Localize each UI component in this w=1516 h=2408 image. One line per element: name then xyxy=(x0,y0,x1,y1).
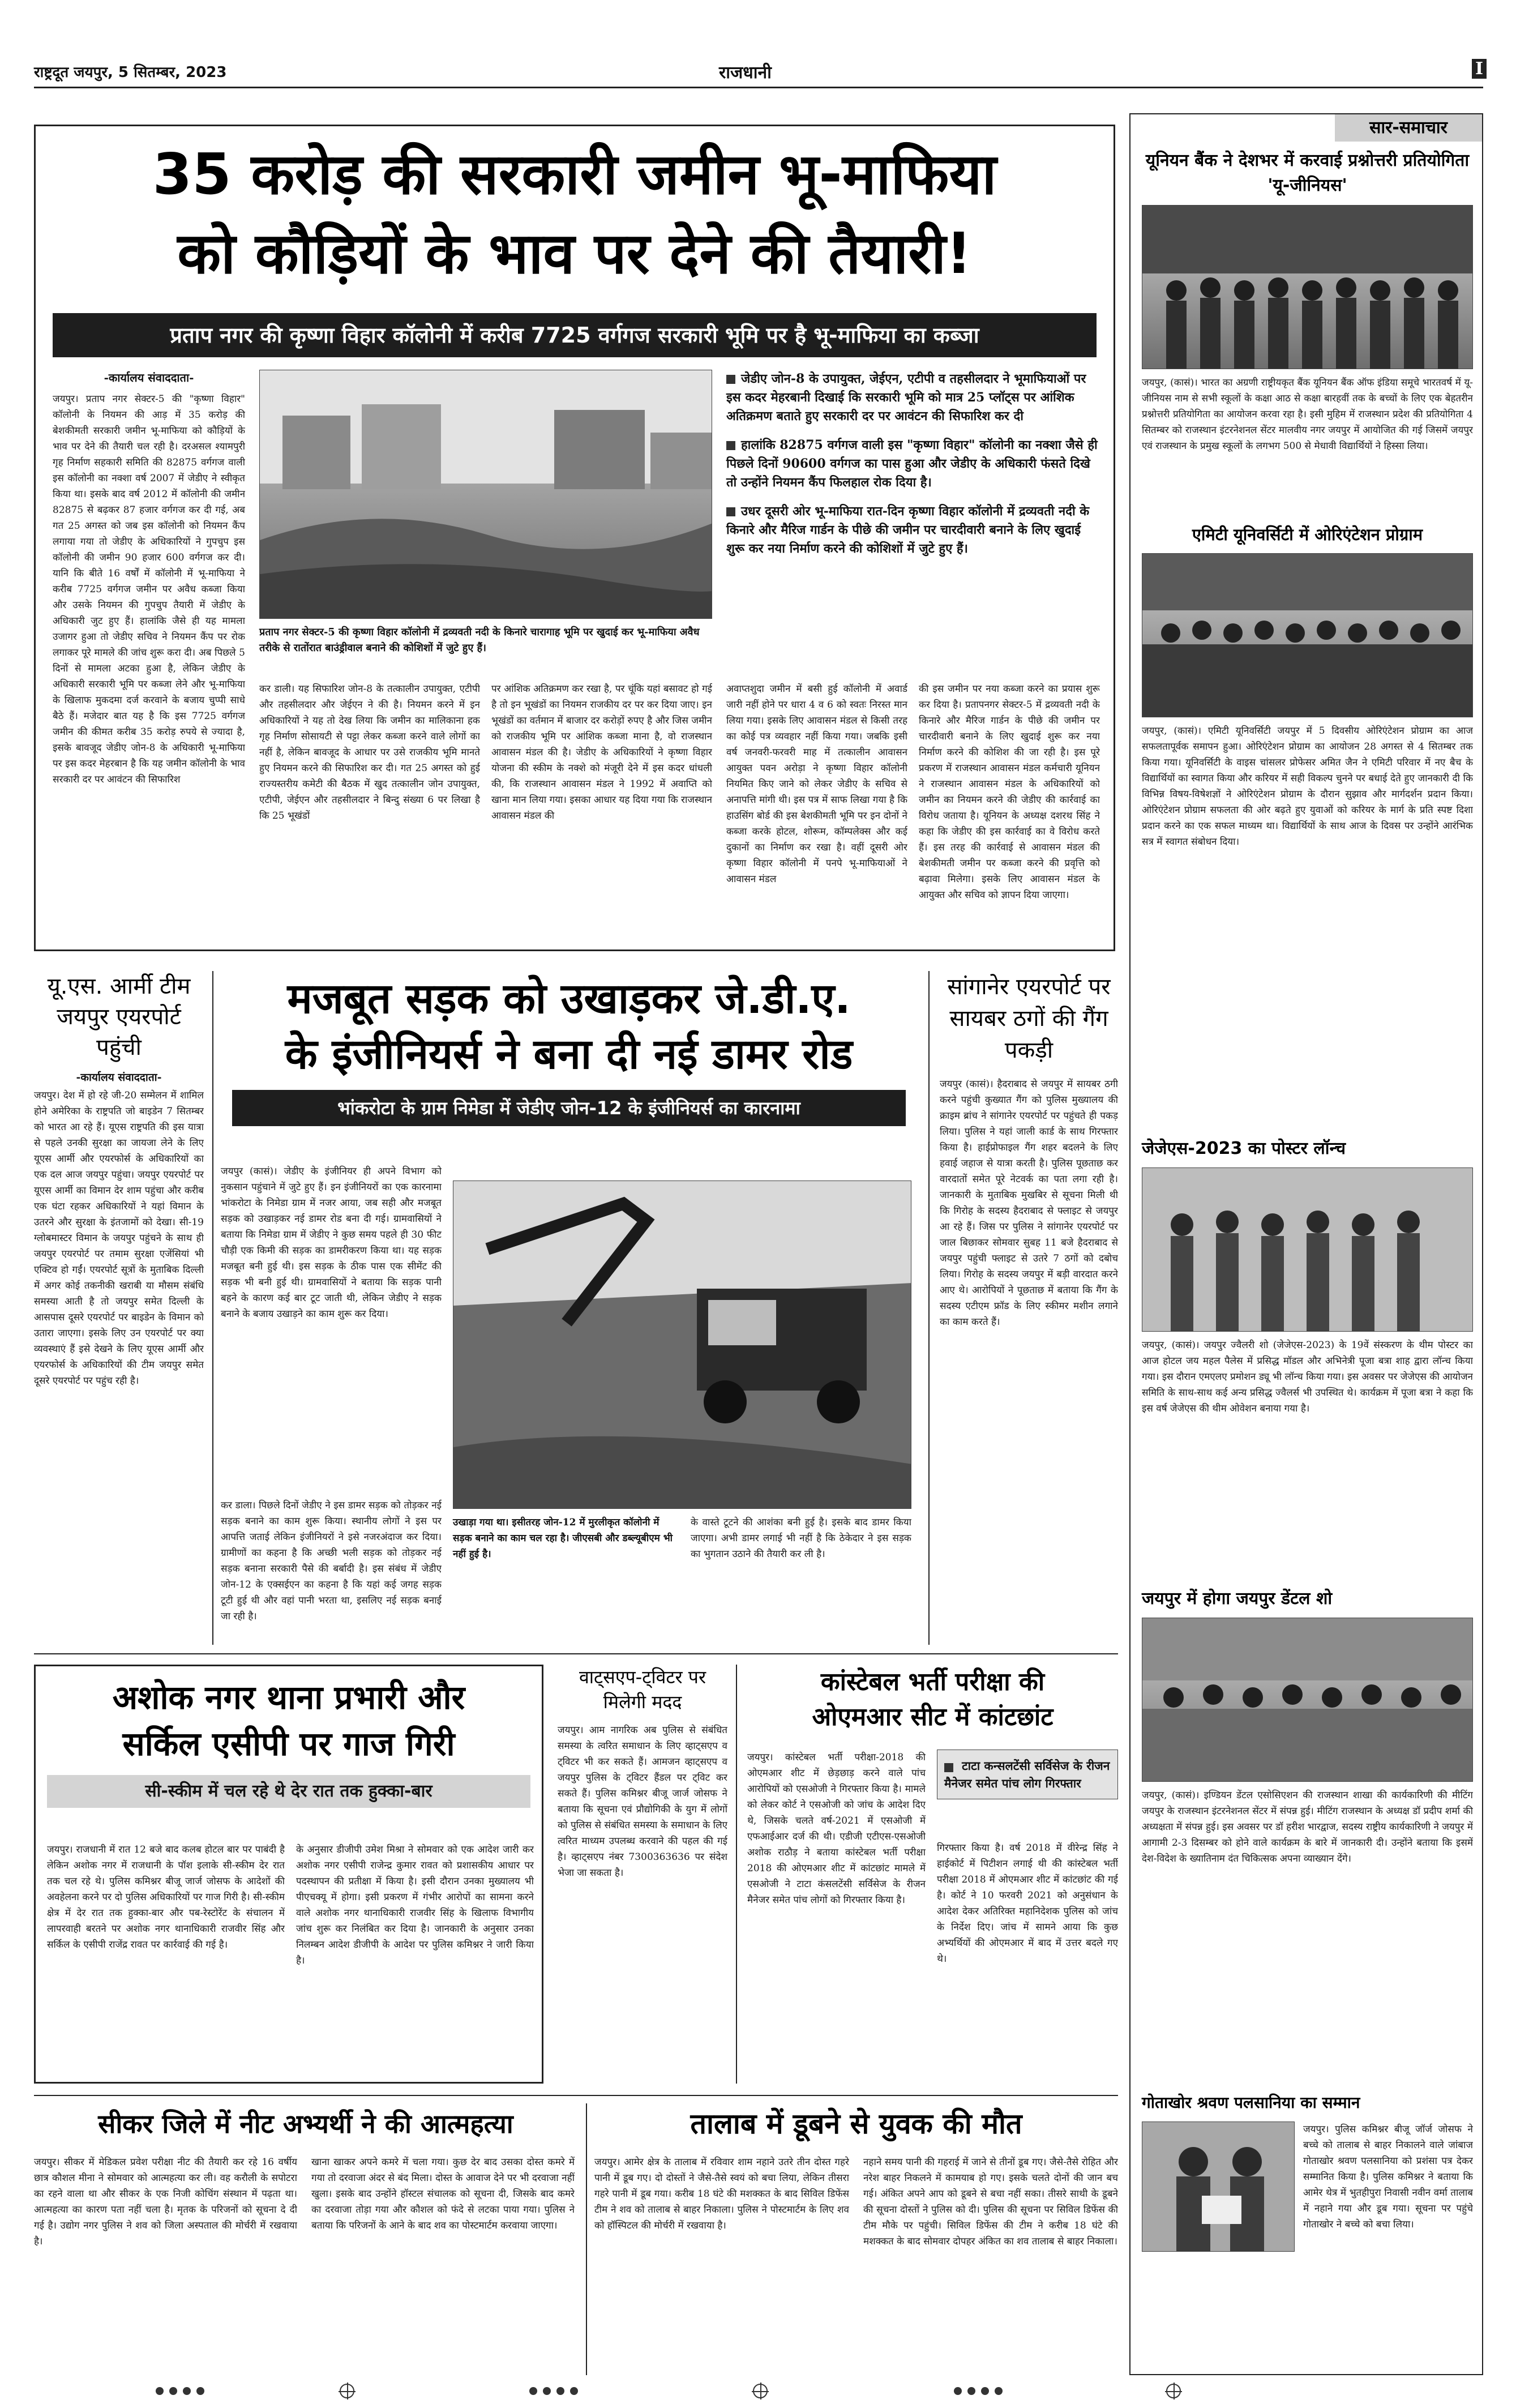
road-photo-svg xyxy=(453,1181,911,1509)
pond-headline: तालाब में डूबने से युवक की मौत xyxy=(690,2107,1022,2140)
lead-col-2: कर डाली। यह सिफारिश जोन-8 के तत्कालीन उपायुक्त, एटीपी और तहसीलदार और जेईएन ने की है। नियमन करने में इन अधिकारियों ने यह तो देख लिया कि जमीन का मालिकाना हक गृह निर्माण सोसायटी से पट्टा लेकर कब्जा करने वाले लोगों का नहीं है, लेकिन बावजूद के आधार पर उसे राजकीय भूमि मानते हुए नियमन करने की सिफारिश कर दी। गत 25 अगस्त को हुई राज्यस्तरीय कमेटी की बैठक में खुद तत्कालीन जोन उपायुक्त, एटीपी, जेईएन और तहसीलदार ने बिन्दु संख्या 6 पर लिखा है कि 25 भूखंडों xyxy=(259,683,480,822)
registration-mark-icon xyxy=(340,2384,354,2401)
lead-bullet-3: उधर दूसरी ओर भू-माफिया रात-दिन कृष्णा विहार कॉलोनी में द्रव्यवती नदी के किनारे और मैरिज गार्डन के पीछे की जमीन पर चारदीवारी बनाने के लिए खुदाई शुरू कर नया निर्माण करने की कोशिशों में जुटे हुए हैं। xyxy=(726,504,1090,556)
constable-col-1: जयपुर। कांस्टेबल भर्ती परीक्षा-2018 की ओएमआर शीट में छेड़छाड़ करने वाले पांच आरोपियों को एसओजी ने गिरफ्तार किया है। मामले को लेकर कोर्ट ने एसओजी को जांच के आदेश दिए थे, जिसके चलते वर्ष-2021 में एसओजी में एफआईआर दर्ज की थी। एडीजी एटीएस-एसओजी अशोक राठौड़ ने बताया कांस्टेबल भर्ती परीक्षा 2018 की ओएमआर शीट में कांटछांट मामले में एसओजी ने टाटा कंसलटेंसी सर्विसेज के रीजन मैनेजर समेत पांच लोगों को गिरफ्तार किया है। xyxy=(747,1752,926,1906)
ashok-col-2: के अनुसार डीजीपी उमेश मिश्रा ने सोमवार को एक आदेश जारी कर अशोक नगर एसीपी राजेन्द्र कुमार रावत को प्रशासकीय आधार पर पदस्थापन की प्रतीक्षा में किया है। इसी दौरान उनका मुख्यालय भी पीएचक्यू में होगा। इसी प्रकरण में गंभीर आरोपों का सामना करने वाले अशोक नगर थानाधिकारी राजवीर सिंह के खिलाफ विभागीय जांच शुरू कर निलंबित कर दिया है। जानकारी के अनुसार उनका निलम्बन आदेश डीजीपी के आदेश पर पुलिस कमिश्नर ने जारी किया है। xyxy=(296,1844,534,1966)
divider-neet xyxy=(586,2103,587,2375)
ashok-story xyxy=(34,1665,543,2084)
whatsapp-body: जयपुर। आम नागरिक अब पुलिस से संबंधित समस्या के त्वरित समाधान के लिए व्हाट्सएप व ट्विटर भी कर सकते हैं। आमजन व्हाट्सएप व जयपुर पुलिस के ट्विटर हैंडल पर ट्विट कर सकते हैं। पुलिस कमिश्नर बीजू जार्ज जोसफ ने बताया कि सूचना एवं प्रौद्योगिकी के युग में लोगों को पुलिस से संबंधित समस्या के समाधान के लिए त्वरित माध्यम उपलब्ध करवाने की पहल की गई है। व्हाट्सएप नंबर 7300363636 पर संदेश भेजा जा सकता है। xyxy=(558,1725,727,1879)
lead-col-4: अवाप्तशुदा जमीन में बसी हुई कॉलोनी में अवार्ड जारी नहीं होने पर धारा 4 व 6 को स्वतः निरस्त मान लिया गया। इसके लिए आवासन मंडल से किसी तरह का कोई पत्र व्यवहार नहीं किया गया। जबकि इसी वर्ष जनवरी-फरवरी माह में तत्कालीन आवासन आयुक्त पवन अरोड़ा ने कृष्णा विहार कॉलोनी नियमित किए जाने को लेकर जेडीए के सचिव से अनापत्ति मांगी थी। इस पत्र में साफ लिखा गया है कि हाउसिंग बोर्ड की इस बेशकीमती भूमि पर इन दोनों ने कब्जा करके होटल, शोरूम, कॉम्पलेक्स और कई दुकानों का निर्माण कर रखा है। वहीं दूसरी ओर कृष्णा विहार कॉलोनी में पनपे भू-माफियाओं ने आवासन मंडल xyxy=(726,683,907,885)
divider-mid xyxy=(34,1653,1118,1654)
lead-headline-1: 35 करोड़ की सरकारी जमीन भू-माफिया xyxy=(152,141,997,207)
cyber-story xyxy=(940,971,1118,1645)
sidebar xyxy=(1129,113,1483,2375)
section-name: राजधानी xyxy=(719,63,772,83)
army-body: जयपुर। देश में हो रहे जी-20 सम्मेलन में शामिल होने अमेरिका के राष्ट्रपति जो बाइडेन 7 सितम्बर को भारत आ रहे हैं। यूएस राष्ट्रपति की इस यात्रा से पहले उनकी सुरक्षा का जायजा लेने के लिए यूएस आर्मी और एयरफोर्स के अधिकारियों का एक दल आज जयपुर पहुंचा। जयपुर एयरपोर्ट पर यूएस आर्मी का विमान देर शाम पहुंचा और करीब एक घंटा रहकर अधिकारियों ने यहां विमान के उतरने और सुरक्षा के इंतजामों को देखा। सी-19 ग्लोबमास्टर विमान के जयपुर पहुंचने के साथ ही जयपुर एयरपोर्ट पर तमाम सुरक्षा एजेंसियां भी एक्टिव हो गईं। एयरपोर्ट सूत्रों के मुताबिक दिल्ली में अगर कोई तकनीकी खराबी या मौसम संबंधि समस्या आती है तो जयपुर समेत दिल्ली के आसपास दूसरे एयरपोर्ट पर बाइडेन के विमान को उतारा जाएगा। इसके लिए उन एयरपोर्ट पर क्या व्यवस्थाएं हैं इसे देखने के लिए यूएस आर्मी और एयरफोर्स के अधिकारियों की टीम जयपुर समेत दूसरे एयरपोर्ट पर पहुंच रही है। xyxy=(34,1090,204,1387)
registration-mark-icon xyxy=(753,2384,768,2401)
lead-col-1: जयपुर। प्रताप नगर सेक्टर-5 की "कृष्णा विहार" कॉलोनी के नियमन की आड़ में 35 करोड़ की बेशकीमती सरकारी जमीन भू-माफिया को कौड़ियों के भाव पर देने की तैयारी चल रही है। दरअसल श्यामपुरी गृह निर्माण सहकारी समिति की 82875 वर्गगज वाली इस कॉलोनी का नक्शा वर्ष 2007 में जेडीए ने स्वीकृत किया था। इसके बाद वर्ष 2012 में कॉलोनी की जमीन 82875 से बढ़कर 87 हजार वर्गगज कर दी गई, अब गत 25 अगस्त को जब इस कॉलोनी को नियमन कैंप लगाया गया तो जेडीए के अधिकारियों ने गुपचुप इस कॉलोनी की जमीन 90 हजार 600 वर्गगज कर दी। यानि कि बीते 16 वर्षों में कॉलोनी में भू-माफिया ने करीब 7725 वर्गगज जमीन पर अवैध कब्जा किया और उसके नियमन की गुपचुप तैयारी में जेडीए के अधिकारी जुट हुए हैं। हालांकि जैसे ही यह मामला उजागर हुआ तो जेडीए सचिव ने नियमन कैंप पर रोक लगाकर पूरे मामले की जांच शुरू करा दी। अब पिछले 5 दिनों से मामला अटका हुआ है, लेकिन जेडीए के अधिकारी सरकारी भूमि पर कब्जा लेने और भू-माफिया के खिलाफ मुकदमा दर्ज करवाने के बजाय चुप्पी साधे बैठे हैं। मजेदार बात यह है कि इस 7725 वर्गगज जमीन की कीमत करीब 35 करोड़ रुपये से ज्यादा है, इसके बावजूद जेडीए जोन-8 के अधिकारी भू-माफिया पर इस कदर मेहरबान है कि यह जमीन कॉलोनी के भाव सरकारी दर पर आवंटन की सिफारिश xyxy=(53,394,245,785)
road-photo-caption: उखाड़ा गया था। इसीतरह जोन-12 में मुरलीकृत कॉलोनी में सड़क बनाने का काम चल रहा है। जीएसबी और डब्ल्यूबीएम भी नहीं हुई है। xyxy=(453,1517,673,1560)
sidebar-s4-photo xyxy=(1142,1618,1473,1782)
lead-photo-svg xyxy=(260,370,712,619)
sidebar-s3-photo xyxy=(1142,1167,1473,1332)
bullet-icon xyxy=(726,507,735,516)
road-col-3: के वास्ते टूटने की आशंका बनी हुई है। इसके बाद डामर किया जाएगा। अभी डामर लगाई भी नहीं है कि ठेकेदार ने इस सड़क का भुगतान उठाने की तैयारी कर ली है। xyxy=(691,1517,911,1560)
army-byline: -कार्यालय संवाददाता- xyxy=(76,1071,162,1084)
group-photo-svg xyxy=(1142,206,1473,369)
army-headline: यू.एस. आर्मी टीम जयपुर एयरपोर्ट पहुंची xyxy=(47,973,191,1060)
sidebar-s5-photo xyxy=(1142,2122,1295,2252)
lead-col-5: की इस जमीन पर नया कब्जा करने का प्रयास शुरू कर दिया है। प्रतापनगर सेक्टर-5 में द्रव्यवती नदी के किनारे और मैरिज गार्डन के पीछे की जमीन पर चारदीवारी बनाने के लिए खुदाई शुरू कर नया निर्माण करने की कोशिश की जा रही है। इस पूरे प्रकरण में राजस्थान आवासन मंडल कर्मचारी यूनियन ने राजस्थान आवासन मंडल के अधिकारियों को जमीन का नियमन करने की जेडीए की कार्रवाई का विरोध जताया है। यूनियन के अध्यक्ष दशरथ सिंह ने कहा कि जेडीए की इस कार्रवाई का वे विरोध करते हैं। इस तरह की कार्रवाई से आवासन मंडल की बेशकीमती जमीन पर कब्जा करने की प्रवृत्ति को बढ़ावा मिलेगा। इसके लिए आवासन मंडल के आयुक्त और सचिव को ज्ञापन दिया जाएगा। xyxy=(919,683,1100,901)
road-photo xyxy=(453,1181,911,1509)
neet-headline: सीकर जिले में नीट अभ्यर्थी ने की आत्महत्या xyxy=(98,2108,513,2139)
constable-box-text: टाटा कन्सलटेंसी सर्विसेज के रीजन मैनेजर समेत पांच लोग गिरफ्तार xyxy=(944,1759,1110,1790)
lead-story xyxy=(34,125,1115,951)
sidebar-s2-body: जयपुर, (कासं)। एमिटी यूनिवर्सिटी जयपुर में 5 दिवसीय ओरिएंटेशन प्रोग्राम का आज सफलतापूर्वक समापन हुआ। ओरिएंटेशन प्रोग्राम का आयोजन 28 अगस्त से 4 सितम्बर तक किया गया। यूनिवर्सिटी के वाइस चांसलर प्रोफेसर अमित जैन ने एमिटी परिवार में नए बैच के विद्यार्थियों का स्वागत किया और करियर में सही विकल्प चुनने पर बधाई देते हुए जानकारी दी कि विभिन्न विषय-विषेशज्ञों ने ओरिएंटेशन प्रोग्राम के दौरान सुझाव और मार्गदर्शन प्रदान किया। ओरिएंटेशन प्रोग्राम सफलता की ओर बढ़ते हुए युवाओं को करियर के मार्ग के प्रति स्पष्ट दिशा प्रदान करने का एक सफल माध्यम था। विद्यार्थियों के साथ आज के दिवस पर उन्होंने आरंभिक सत्र में स्वागत संबोधन दिया। xyxy=(1142,725,1473,848)
ashok-col-1: जयपुर। राजधानी में रात 12 बजे बाद कलब होटल बार पर पाबंदी है लेकिन अशोक नगर में राजधानी के पॉश इलाके सी-स्कीम देर रात तक चल रहे थे। पुलिस कमिश्नर बीजू जार्ज जोसफ के आदेशों की अवहेलना करने पर दो पुलिस अधिकारियों पर गाज गिरी है। सी-स्कीम क्षेत्र में देर रात तक हुक्का-बार और पब-रेस्टोरेंट के संचालन में लापरवाही बरतने पर अशोक नगर थानाधिकारी राजवीर सिंह और सर्किल के एसीपी राजेंद्र रावत पर कार्रवाई की गई है। xyxy=(47,1844,285,1951)
cyber-body: जयपुर (कासं)। हैदराबाद से जयपुर में सायबर ठगी करने पहुंची कुख्यात गैंग को पुलिस मुख्यालय की क्राइम ब्रांच ने सांगानेर एयरपोर्ट पर पहुंचते ही पकड़ लिया। पुलिस ने यहां जाली कार्ड के साथ गिरफ्तार किया है। हाईप्रोफाइल गैंग शहर बदलने के लिए हवाई जहाज से यात्रा करती है। पुलिस पूछताछ कर वारदातों समेत पूरे नेटवर्क का पता लगा रही है। जानकारी के मुताबिक मुखबिर से सूचना मिली थी कि गिरोह के सदस्य हैदराबाद से फ्लाइट से जयपुर आ रहे हैं। जिस पर पुलिस ने सांगानेर एयरपोर्ट पर जाल बिछाकर सोमवार सुबह 11 बजे हैदराबाद से जयपुर पहुंची फ्लाइट से उतरे 7 ठगों को दबोच लिया। गिरोह के सदस्य जयपुर में बड़ी वारदात करने आए थे। आरोपियों ने पूछताछ में बताया कि गैंग के सदस्य एटीएम फ्रॉड के लिए स्कीमर मशीन लगाने का काम करते हैं। xyxy=(940,1079,1118,1328)
road-headline-1: मजबूत सड़क को उखाड़कर जे.डी.ए. xyxy=(287,974,851,1023)
lead-bullets xyxy=(726,370,1100,558)
road-subhead: भांकरोटा के ग्राम निमेडा में जेडीए जोन-12 के इंजीनियर्स का कारनामा xyxy=(232,1090,906,1126)
page-number: I xyxy=(1472,59,1487,79)
pond-col-1: जयपुर। आमेर क्षेत्र के तालाब में रविवार शाम नहाने उतरे तीन दोस्त गहरे पानी में डूब गए। दो दोस्तों ने जैसे-तैसे स्वयं को बचा लिया, लेकिन तीसरा गहरे पानी में डूब गया। करीब 18 घंटे की मशक्कत के बाद सिविल डिफेंस टीम ने शव को तालाब से बाहर निकाला। पुलिस ने पोस्टमार्टम के लिए शव को हॉस्पिटल की मोर्चरी में रखवाया है। xyxy=(594,2157,849,2231)
pond-col-2: नहाने समय पानी की गहराई में जाने से तीनों डूब गए। जैसे-तैसे रोहित और नरेश बाहर निकलने में कामयाब हो गए। इसके चलते दोनों की जान बच गई। अंकित अपने आप को डूबने से बचा नहीं सका। तीसरे साथी के डूबने की सूचना दोस्तों ने पुलिस को दी। पुलिस की सूचना पर सिविल डिफेंस की टीम मौके पर पहुंची। सिविल डिफेंस की टीम ने करीब 18 घंटे की मशक्कत के बाद सोमवार दोपहर अंकित का शव तालाब से बाहर निकाला। xyxy=(863,2157,1118,2247)
divider-whatsapp xyxy=(736,1665,737,2084)
road-col-1: जयपुर (कासं)। जेडीए के इंजीनियर ही अपने विभाग को नुकसान पहुंचाने में जुटे हुए हैं। इन इंजीनियरों का एक कारनामा भांकरोटा के निमेडा ग्राम में नजर आया, जब सही और मजबूत सड़क को उखाड़कर नई डामर रोड बना दी गई। ग्रामवासियों ने बताया कि निमेडा ग्राम में जेडीए ने कुछ समय पहले ही 30 फीट चौड़ी एक किमी की सड़क का डामरीकरण किया था। यह सड़क मजबूत बनी हुई थी। इस सड़क के ठीक पास एक सीमेंट की सड़क भी बनी हुई थी। ग्रामवासियों ने बताया कि सड़क पानी बहने के कारण कई बार टूट जाती थी, लेकिन जेडीए ने सड़क बनाने के बजाय उखाड़ने का काम शुरू कर दिया। xyxy=(221,1166,442,1320)
sidebar-label: सार-समाचार xyxy=(1335,114,1482,142)
sidebar-s5-body: जयपुर। पुलिस कमिश्नर बीजू जॉर्ज जोसफ ने बच्चे को तालाब से बाहर निकालने वाले जांबाज गोताखोर श्रवण पलसानिया को प्रशंसा पत्र देकर सम्मानित किया है। पुलिस कमिश्नर ने बताया कि आमेर थेत्र में भुतहीपुरा निवासी नवीन वर्मा तालाब में नहाने गया और डूब गया। सूचना पर पहुंचे गोताखोर ने बच्चे को बचा लिया। xyxy=(1303,2124,1473,2230)
color-dots-left xyxy=(153,2386,207,2397)
page-header xyxy=(34,57,1483,88)
sidebar-s2-photo xyxy=(1142,553,1473,717)
group-photo-svg xyxy=(1142,554,1473,717)
sidebar-s4-body: जयपुर, (कासं)। इण्डियन डेंटल एसोसिएशन की राजस्थान शाखा की कार्यकारिणी की मीटिंग जयपुर के राजस्थान इंटरनेशनल सेंटर में संपन्न हुई। मीटिंग राजस्थान के अध्यक्ष डॉ प्रदीप शर्मा की अध्यक्षता में संपन्न हुई। इस अवसर पर डॉ हरीश भारद्वाज, सदस्य राष्ट्रीय कार्यकारिणी ने जयपुर में आगामी 2-3 दिसम्बर को होने वाले कार्यक्रम के बारे में जानकारी दी। उन्होंने बताया कि इसमें देश-विदेश के ख्यातिनाम दंत चिकित्सक अपना व्याख्यान देंगे। xyxy=(1142,1790,1473,1864)
bullet-icon xyxy=(726,441,735,450)
sidebar-s2-headline: एमिटी यूनिवर्सिटी में ओरिएंटेशन प्रोग्राम xyxy=(1192,525,1423,544)
bullet-icon xyxy=(944,1763,953,1772)
lead-bullet-1: जेडीए जोन-8 के उपायुक्त, जेईएन, एटीपी व तहसीलदार ने भूमाफियाओं पर इस कदर मेहरबानी दिखाई कि सरकारी भूमि को मात्र 25 प्लॉट्स पर आंशिक अतिक्रमण बताते हुए सरकारी दर पर आवंटन की सिफारिश कर दी xyxy=(726,371,1086,424)
divider-army xyxy=(212,971,213,1645)
road-story xyxy=(221,971,917,1645)
color-dots-right xyxy=(951,2386,1005,2397)
lead-headline-2: को कौड़ियों के भाव पर देने की तैयारी! xyxy=(177,220,972,286)
army-story xyxy=(34,971,204,1645)
divider-low xyxy=(34,2095,1118,2096)
whatsapp-headline: वाट्सएप-ट्विटर पर मिलेगी मदद xyxy=(579,1666,706,1713)
ashok-headline-2: सर्किल एसीपी पर गाज गिरी xyxy=(122,1725,455,1763)
neet-col-2: खाना खाकर अपने कमरे में चला गया। कुछ देर बाद उसका दोस्त कमरे में गया तो दरवाजा अंदर से बंद मिला। दोस्त के आवाज देने पर भी दरवाजा नहीं खुला। इसके बाद उन्होंने हॉस्टल संचालक को सूचना दी, जिसके बाद कमरे का दरवाजा तोड़ा गया और कौशल को फंदे से लटका पाया गया। पुलिस ने बताया कि परिजनों के आने के बाद शव का पोस्टमार्टम करवाया जाएगा। xyxy=(311,2157,575,2231)
constable-headline-1: कांस्टेबल भर्ती परीक्षा की xyxy=(820,1667,1045,1696)
constable-col-2: गिरफ्तार किया है। वर्ष 2018 में वीरेन्द्र सिंह ने हाईकोर्ट में पिटीशन लगाई थी की कांस्टेबल भर्ती परीक्षा 2018 में ओएमआर शीट में कांटछांट की गई है। कोर्ट ने 10 फरवरी 2021 को अनुसंधान के आदेश देकर अतिरिक्त महानिदेशक पुलिस को जांच के निर्देश दिए। जांच में सामने आया कि कुछ अभ्यर्थियों की ओएमआर में बाद में उत्तर बदले गए थे। xyxy=(937,1842,1118,1965)
constable-box xyxy=(937,1750,1118,1799)
lead-subhead: प्रताप नगर की कृष्णा विहार कॉलोनी में करीब 7725 वर्गगज सरकारी भूमि पर है भू-माफिया का कब्जा xyxy=(53,313,1097,357)
cyber-headline: सांगानेर एयरपोर्ट पर सायबर ठगों की गैंग पकड़ी xyxy=(947,974,1111,1063)
lead-photo-caption: प्रताप नगर सेक्टर-5 की कृष्णा विहार कॉलोनी में द्रव्यवती नदी के किनारे चारागाह भूमि पर खुदाई कर भू-माफिया अवैध तरीके से रातोंरात बाउंड्रीवाल बनाने की कोशिशों में जुटे हुए हैं। xyxy=(259,626,700,654)
sidebar-s3-headline: जेजेएस-2023 का पोस्टर लॉन्च xyxy=(1142,1139,1346,1158)
pond-story xyxy=(594,2103,1118,2375)
neet-col-1: जयपुर। सीकर में मेडिकल प्रवेश परीक्षा नीट की तैयारी कर रहे 16 वर्षीय छात्र कौशल मीना ने सोमवार को आत्महत्या कर ली। वह करौली के सपोटरा का रहने वाला था और सीकर के एक निजी कोचिंग संस्थान में पढ़ता था। आत्महत्या का कारण पता नहीं चला है। मृतक के परिजनों को सूचना दे दी गई है। उद्योग नगर पुलिस ने शव को जिला अस्पताल की मोर्चरी में रखवाया है। xyxy=(34,2157,297,2247)
lead-byline: -कार्यालय संवाददाता- xyxy=(104,371,194,384)
lead-photo xyxy=(259,370,712,619)
award-photo-svg xyxy=(1142,2122,1295,2252)
registration-mark-icon xyxy=(1166,2384,1181,2401)
group-photo-svg xyxy=(1142,1168,1473,1332)
divider-road xyxy=(928,971,930,1645)
constable-story xyxy=(747,1665,1118,2084)
color-dots-center xyxy=(526,2386,581,2397)
road-headline-2: के इंजीनियर्स ने बना दी नई डामर रोड xyxy=(285,1030,853,1079)
sidebar-s1-body: जयपुर, (कासं)। भारत का अग्रणी राष्ट्रीयकृत बैंक यूनियन बैंक ऑफ इंडिया समूचे भारतवर्ष में यू-जीनियस नाम से सभी स्कूलों के कक्षा आठ से कक्षा बारहवीं तक के बच्चों के लिए एक बेहतरीन प्रश्नोत्तरी प्रतियोगिता का आयोजन करवा रहा है। इसी मुहिम में राजस्थान प्रदेश की प्रतियोगिता 4 सितम्बर को राजस्थान इंटरनेशनल सेंटर मालवीय नगर जयपुर में आयोजित की गई जिसमें जयपुर एवं राजस्थान के प्रमुख स्कूलों के लगभग 500 से मेधावी विद्यार्थियों ने हिस्सा लिया। xyxy=(1142,377,1473,452)
road-col-2: कर डाला। पिछले दिनों जेडीए ने इस डामर सड़क को तोड़कर नई सड़क बनाने का काम शुरू किया। स्थानीय लोगों ने इस पर आपत्ति जताई लेकिन इंजीनियरों ने इसे नजरअंदाज कर दिया। ग्रामीणों का कहना है कि अच्छी भली सड़क को तोड़कर नई सड़क बनाना सरकारी पैसे की बर्बादी है। इस संबंध में जेडीए जोन-12 के एक्सईएन का कहना है कि यहां कई जगह सड़क टूटी हुई थी और वहां पानी भरता था, इसलिए नई सड़क बनाई जा रही है। xyxy=(221,1500,442,1622)
ashok-headline-1: अशोक नगर थाना प्रभारी और xyxy=(112,1678,465,1717)
paper-date: राष्ट्रदूत जयपुर, 5 सितम्बर, 2023 xyxy=(34,64,227,81)
lead-col-3: पर आंशिक अतिक्रमण कर रखा है, पर चूंकि यहां बसावट हो गई है तो इन भूखंडों का नियमन राजकीय दर पर कर दिया जाए। इन भूखंडों का वर्तमान में बाजार दर करोड़ों रुपए है और जिस जमीन को राजकीय भूमि पर आंशिक कब्जा माना है, वो राजस्थान आवासन मंडल की है। जेडीए के अधिकारियों ने कृष्णा विहार योजना की स्कीम के नक्शे को मंजूरी देने में इस कदर धांधली की, कि राजस्थान आवासन मंडल ने 1992 में अवाप्ति को खाना मान लिया गया। इसका आधार यह दिया गया कि राजस्थान आवासन मंडल की xyxy=(491,683,712,822)
neet-story xyxy=(34,2103,577,2375)
sidebar-s1-photo xyxy=(1142,205,1473,369)
group-photo-svg xyxy=(1142,1618,1473,1782)
whatsapp-story xyxy=(558,1665,727,2084)
bullet-icon xyxy=(726,375,735,384)
ashok-subhead: सी-स्कीम में चल रहे थे देर रात तक हुक्का-बार xyxy=(47,1775,530,1808)
sidebar-s5-headline: गोताखोर श्रवण पलसानिया का सम्मान xyxy=(1142,2093,1360,2112)
constable-headline-2: ओएमआर सीट में कांटछांट xyxy=(812,1703,1054,1731)
lead-bullet-2: हालांकि 82875 वर्गगज वाली इस "कृष्णा विहार" कॉलोनी का नक्शा जैसे ही पिछले दिनों 90600 वर्गगज का पास हुआ और जेडीए के अधिकारी फंसते दिखे तो उन्होंने नियमन कैंप फिलहाल रोक दिया है। xyxy=(726,438,1098,490)
sidebar-s3-body: जयपुर, (कासं)। जयपुर ज्वैलरी शो (जेजेएस-2023) के 19वें संस्करण के थीम पोस्टर का आज होटल जय महल पैलेस में प्रसिद्ध मॉडल और अभिनेत्री पूजा बत्रा शाह द्वारा लॉन्च किया गया। इस दौरान एमएलए प्रमोशन ड्यू भी लॉन्च किया गया। इस अवसर पर जेजेएस की आयोजन समिति के साथ-साथ कई अन्य प्रसिद्ध ज्वैलर्स भी उपस्थित थे। कार्यक्रम में पूजा बत्रा ने कहा कि इस वर्ष जेजेएस की थीम ओवेशन बनाया गया है। xyxy=(1142,1340,1473,1414)
sidebar-s1-headline: यूनियन बैंक ने देशभर में करवाई प्रश्नोत्तरी प्रतियोगिता 'यू-जीनियस' xyxy=(1145,151,1470,195)
sidebar-s4-headline: जयपुर में होगा जयपुर डेंटल शो xyxy=(1142,1589,1333,1609)
